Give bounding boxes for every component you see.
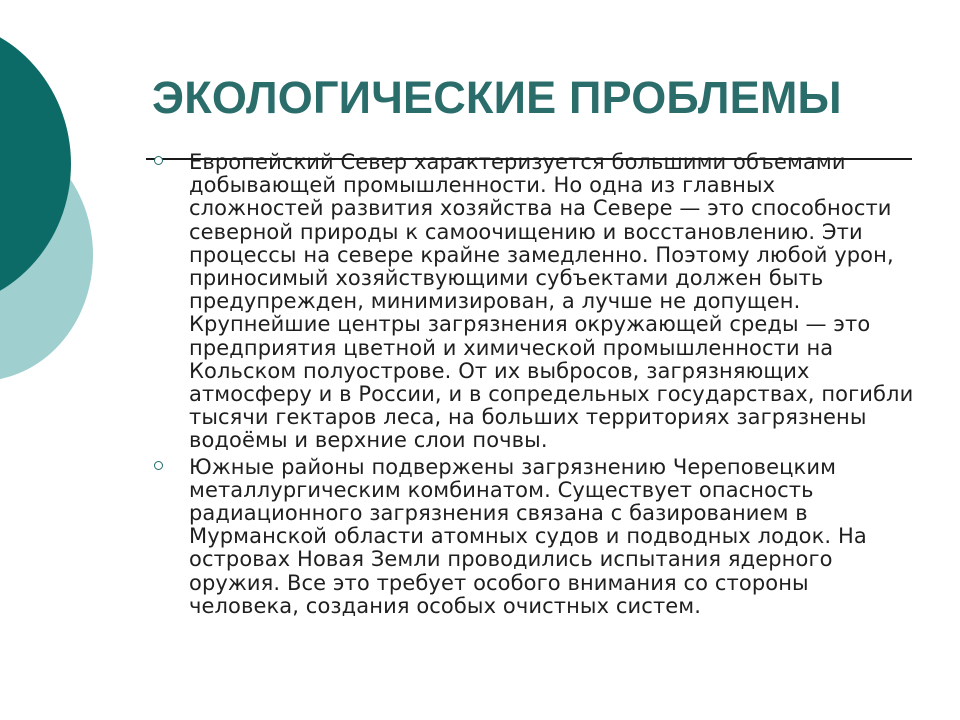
bullet-text: Южные районы подвержены загрязнению Череповецким металлургическим комбинатом. Существует опасность радиационного загрязнения связана с базированием в Мурманской области атомных судов и подводных лодок. На островах Новая Земли проводились испытания ядерного оружия. Все это требует особого внимания со стороны человека, создания особых очистных систем. (189, 454, 867, 618)
bullet-item (154, 456, 914, 618)
bullet-text: Европейский Север характеризуется большими объемами добывающей промышленности. Но одна из главных сложностей развития хозяйства на Севере — это способности северной природы к самоочищению и восстановлению. Эти процессы на севере крайне замедленно. Поэтому любой урон, приносимый хозяйствующими субъектами должен быть предупрежден, минимизирован, а лучше не допущен. Крупнейшие центры загрязнения окружающей среды — это предприятия цветной и химической промышленности на Кольском полуострове. От их выбросов, загрязняющих атмосферу и в России, и в сопредельных государствах, погибли тысячи гектаров леса, на больших территориях загрязнены водоёмы и верхние слои почвы. (189, 150, 914, 453)
circle-bullet-icon (154, 461, 163, 470)
bullet-list (154, 151, 914, 621)
slide-title: ЭКОЛОГИЧЕСКИЕ ПРОБЛЕМЫ (152, 72, 842, 123)
bullet-item (154, 151, 914, 453)
circle-bullet-icon (154, 156, 163, 165)
